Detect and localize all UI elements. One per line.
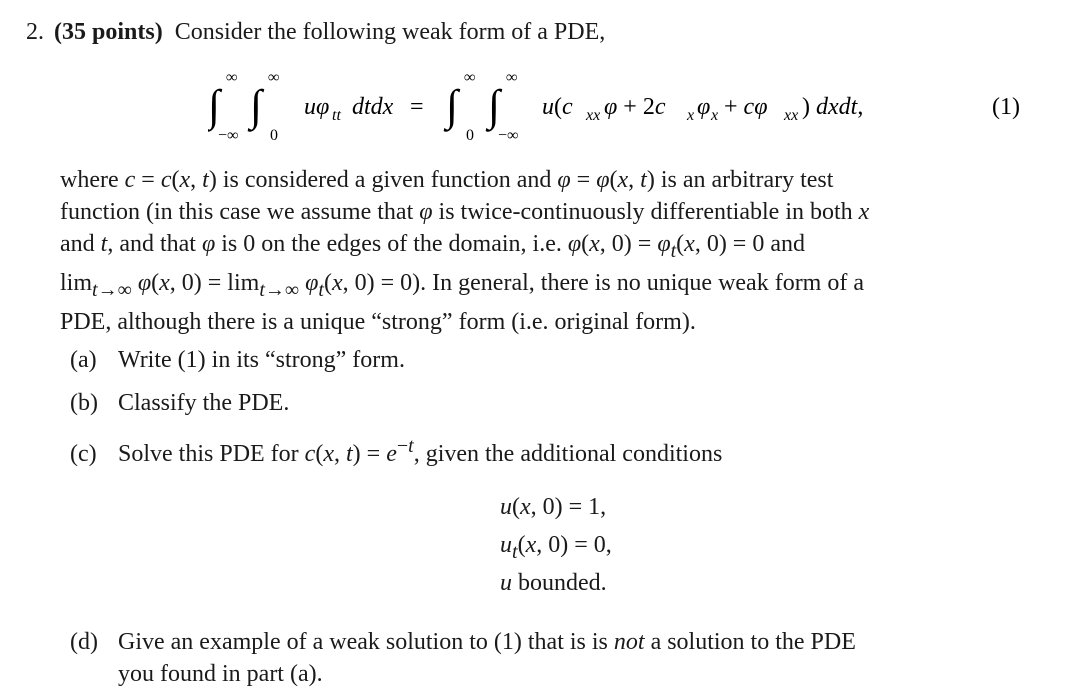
svg-text:tt: tt	[332, 107, 341, 124]
svg-text:uφ: uφ	[304, 94, 330, 120]
condition-initial-value: u(x, 0) = 1,	[500, 494, 607, 520]
paragraph-line: PDE, although there is a unique “strong” form (i.e. original form).	[60, 308, 696, 335]
equation-1	[208, 64, 1028, 144]
svg-text:xx: xx	[784, 107, 799, 124]
integral-sign-inner-lhs: ∫	[250, 81, 263, 130]
part-d-text-before: Give an example of a weak solution to (1) that is is	[118, 629, 608, 655]
conditions-block	[500, 488, 612, 602]
part-a-text: Write (1) in its “strong” form.	[118, 347, 405, 373]
description-paragraph	[60, 164, 1030, 338]
part-a	[70, 344, 405, 376]
problem-number: 2.	[26, 19, 44, 45]
problem-heading	[26, 16, 605, 48]
svg-text:−∞: −∞	[218, 127, 239, 144]
problem-points: (35 points)	[54, 19, 163, 45]
svg-text:+ cφ: + cφ	[724, 94, 768, 120]
problem-intro: Consider the following weak form of a PDE,	[174, 19, 606, 45]
svg-text:dtdx: dtdx	[352, 94, 394, 120]
paragraph-line: where c = c(x, t) is considered a given function and φ = φ(x, t) is an arbitrary test	[60, 167, 834, 193]
part-c	[70, 430, 722, 470]
part-b	[70, 387, 289, 419]
svg-text:∞: ∞	[226, 69, 238, 86]
part-d-text-after-1: a solution to the PDE	[650, 629, 856, 655]
integral-sign-inner-rhs: ∫	[488, 81, 501, 130]
part-b-label: (b)	[70, 390, 98, 416]
svg-text:=: =	[410, 94, 424, 120]
part-a-label: (a)	[70, 347, 97, 373]
paragraph-line: function (in this case we assume that φ is twice-continuously differentiable in both x	[60, 199, 870, 225]
part-d-text-after-2: you found in part (a).	[118, 661, 323, 687]
svg-text:u(c: u(c	[542, 94, 573, 120]
paragraph-line: and t, and that φ is 0 on the edges of the domain, i.e. φ(x, $0) = \varphi_t(x$, 0) = 0 and	[60, 231, 805, 262]
svg-text:x: x	[687, 107, 695, 124]
svg-text:0: 0	[466, 127, 474, 144]
part-c-text: Solve this PDE for c(x, $t) = e^{-t}$, given the additional conditions	[118, 435, 723, 467]
part-d-emphasis: not	[613, 629, 645, 655]
part-d-label: (d)	[70, 629, 98, 655]
integral-sign-outer-rhs: ∫	[446, 81, 459, 130]
svg-text:xx: xx	[586, 107, 601, 124]
svg-text:∞: ∞	[506, 69, 518, 86]
svg-text:x: x	[711, 107, 719, 124]
svg-text:) dxdt,: ) dxdt,	[802, 94, 864, 120]
part-d	[70, 626, 1030, 690]
svg-text:φ: φ	[697, 94, 711, 120]
condition-initial-derivative: $u_t(x$, 0) = 0,	[500, 532, 612, 563]
svg-text:∞: ∞	[268, 69, 280, 86]
svg-text:∞: ∞	[464, 69, 476, 86]
svg-text:−∞: −∞	[498, 127, 519, 144]
integral-sign-outer-lhs: ∫	[208, 81, 221, 130]
condition-bounded: u bounded.	[500, 570, 607, 596]
part-b-text: Classify the PDE.	[118, 390, 290, 416]
equation-1-typeset	[208, 64, 1028, 144]
svg-text:0: 0	[270, 127, 278, 144]
part-c-label: (c)	[70, 441, 97, 467]
paragraph-line: $\lim_{t\to\infty} \varphi(x$, $0) = \lim_{t\to\infty} \varphi_t(x$, 0) = 0). In general, there is no unique weak form of a	[60, 269, 864, 301]
svg-text:φ + 2c: φ + 2c	[604, 94, 666, 120]
equation-number: (1)	[992, 94, 1020, 120]
